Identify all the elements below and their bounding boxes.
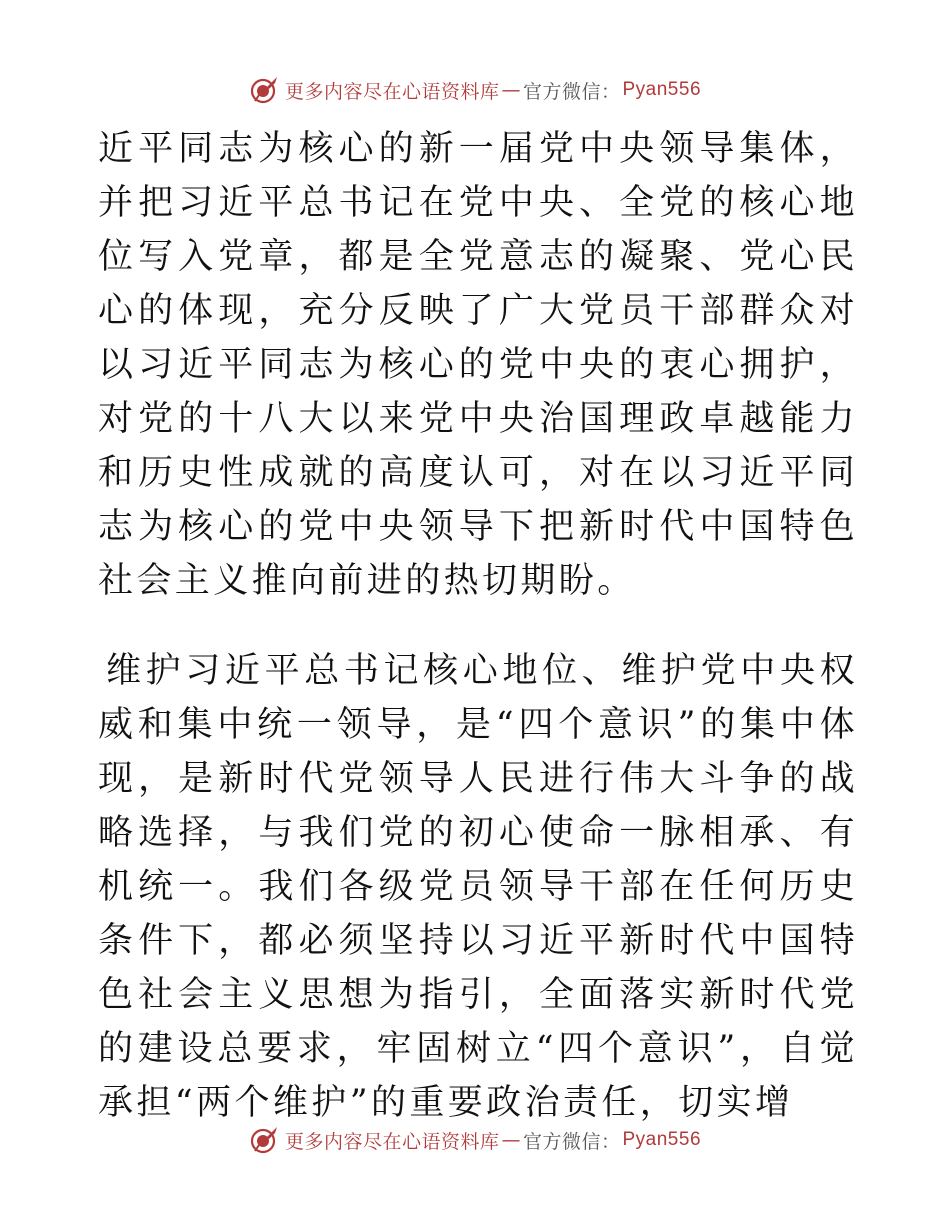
banner-brand-text: 更多内容尽在心语资料库 bbox=[284, 80, 500, 103]
banner-wechat-label: 官方微信： bbox=[522, 80, 621, 103]
banner-wechat-id: Pyan556 bbox=[622, 79, 702, 100]
document-body bbox=[98, 122, 858, 1130]
banner-wechat-id: Pyan556 bbox=[622, 1129, 702, 1150]
banner-separator: — bbox=[501, 79, 521, 101]
footer-banner bbox=[0, 1122, 950, 1158]
body-paragraph-1: 近平同志为核心的新一届党中央领导集体，并把习近平总书记在党中央、全党的核心地位写入党章，都是全党意志的凝聚、党心民心的体现，充分反映了广大党员干部群众对以习近平同志为核心的党中央的衷心拥护，对党的十八大以来党中央治国理政卓越能力和历史性成就的高度认可，对在以习近平同志为核心的党中央领导下把新时代中国特色社会主义推向前进的热切期盼。 bbox=[98, 129, 858, 601]
quill-seal-logo-icon bbox=[249, 1125, 279, 1155]
banner-separator: — bbox=[501, 1129, 521, 1151]
quill-seal-logo-icon bbox=[249, 75, 279, 105]
body-paragraph-2: 维护习近平总书记核心地位、维护党中央权威和集中统一领导，是“四个意识”的集中体现，是新时代党领导人民进行伟大斗争的战略选择，与我们党的初心使命一脉相承、有机统一。我们各级党员领导干部在任何历史条件下，都必须坚持以习近平新时代中国特色社会主义思想为指引，全面落实新时代党的建设总要求，牢固树立“四个意识”，自觉承担“两个维护”的重要政治责任，切实增 bbox=[98, 651, 858, 1123]
banner-wechat-label: 官方微信： bbox=[522, 1130, 621, 1153]
banner-brand-text: 更多内容尽在心语资料库 bbox=[284, 1130, 500, 1153]
header-banner bbox=[0, 72, 950, 108]
